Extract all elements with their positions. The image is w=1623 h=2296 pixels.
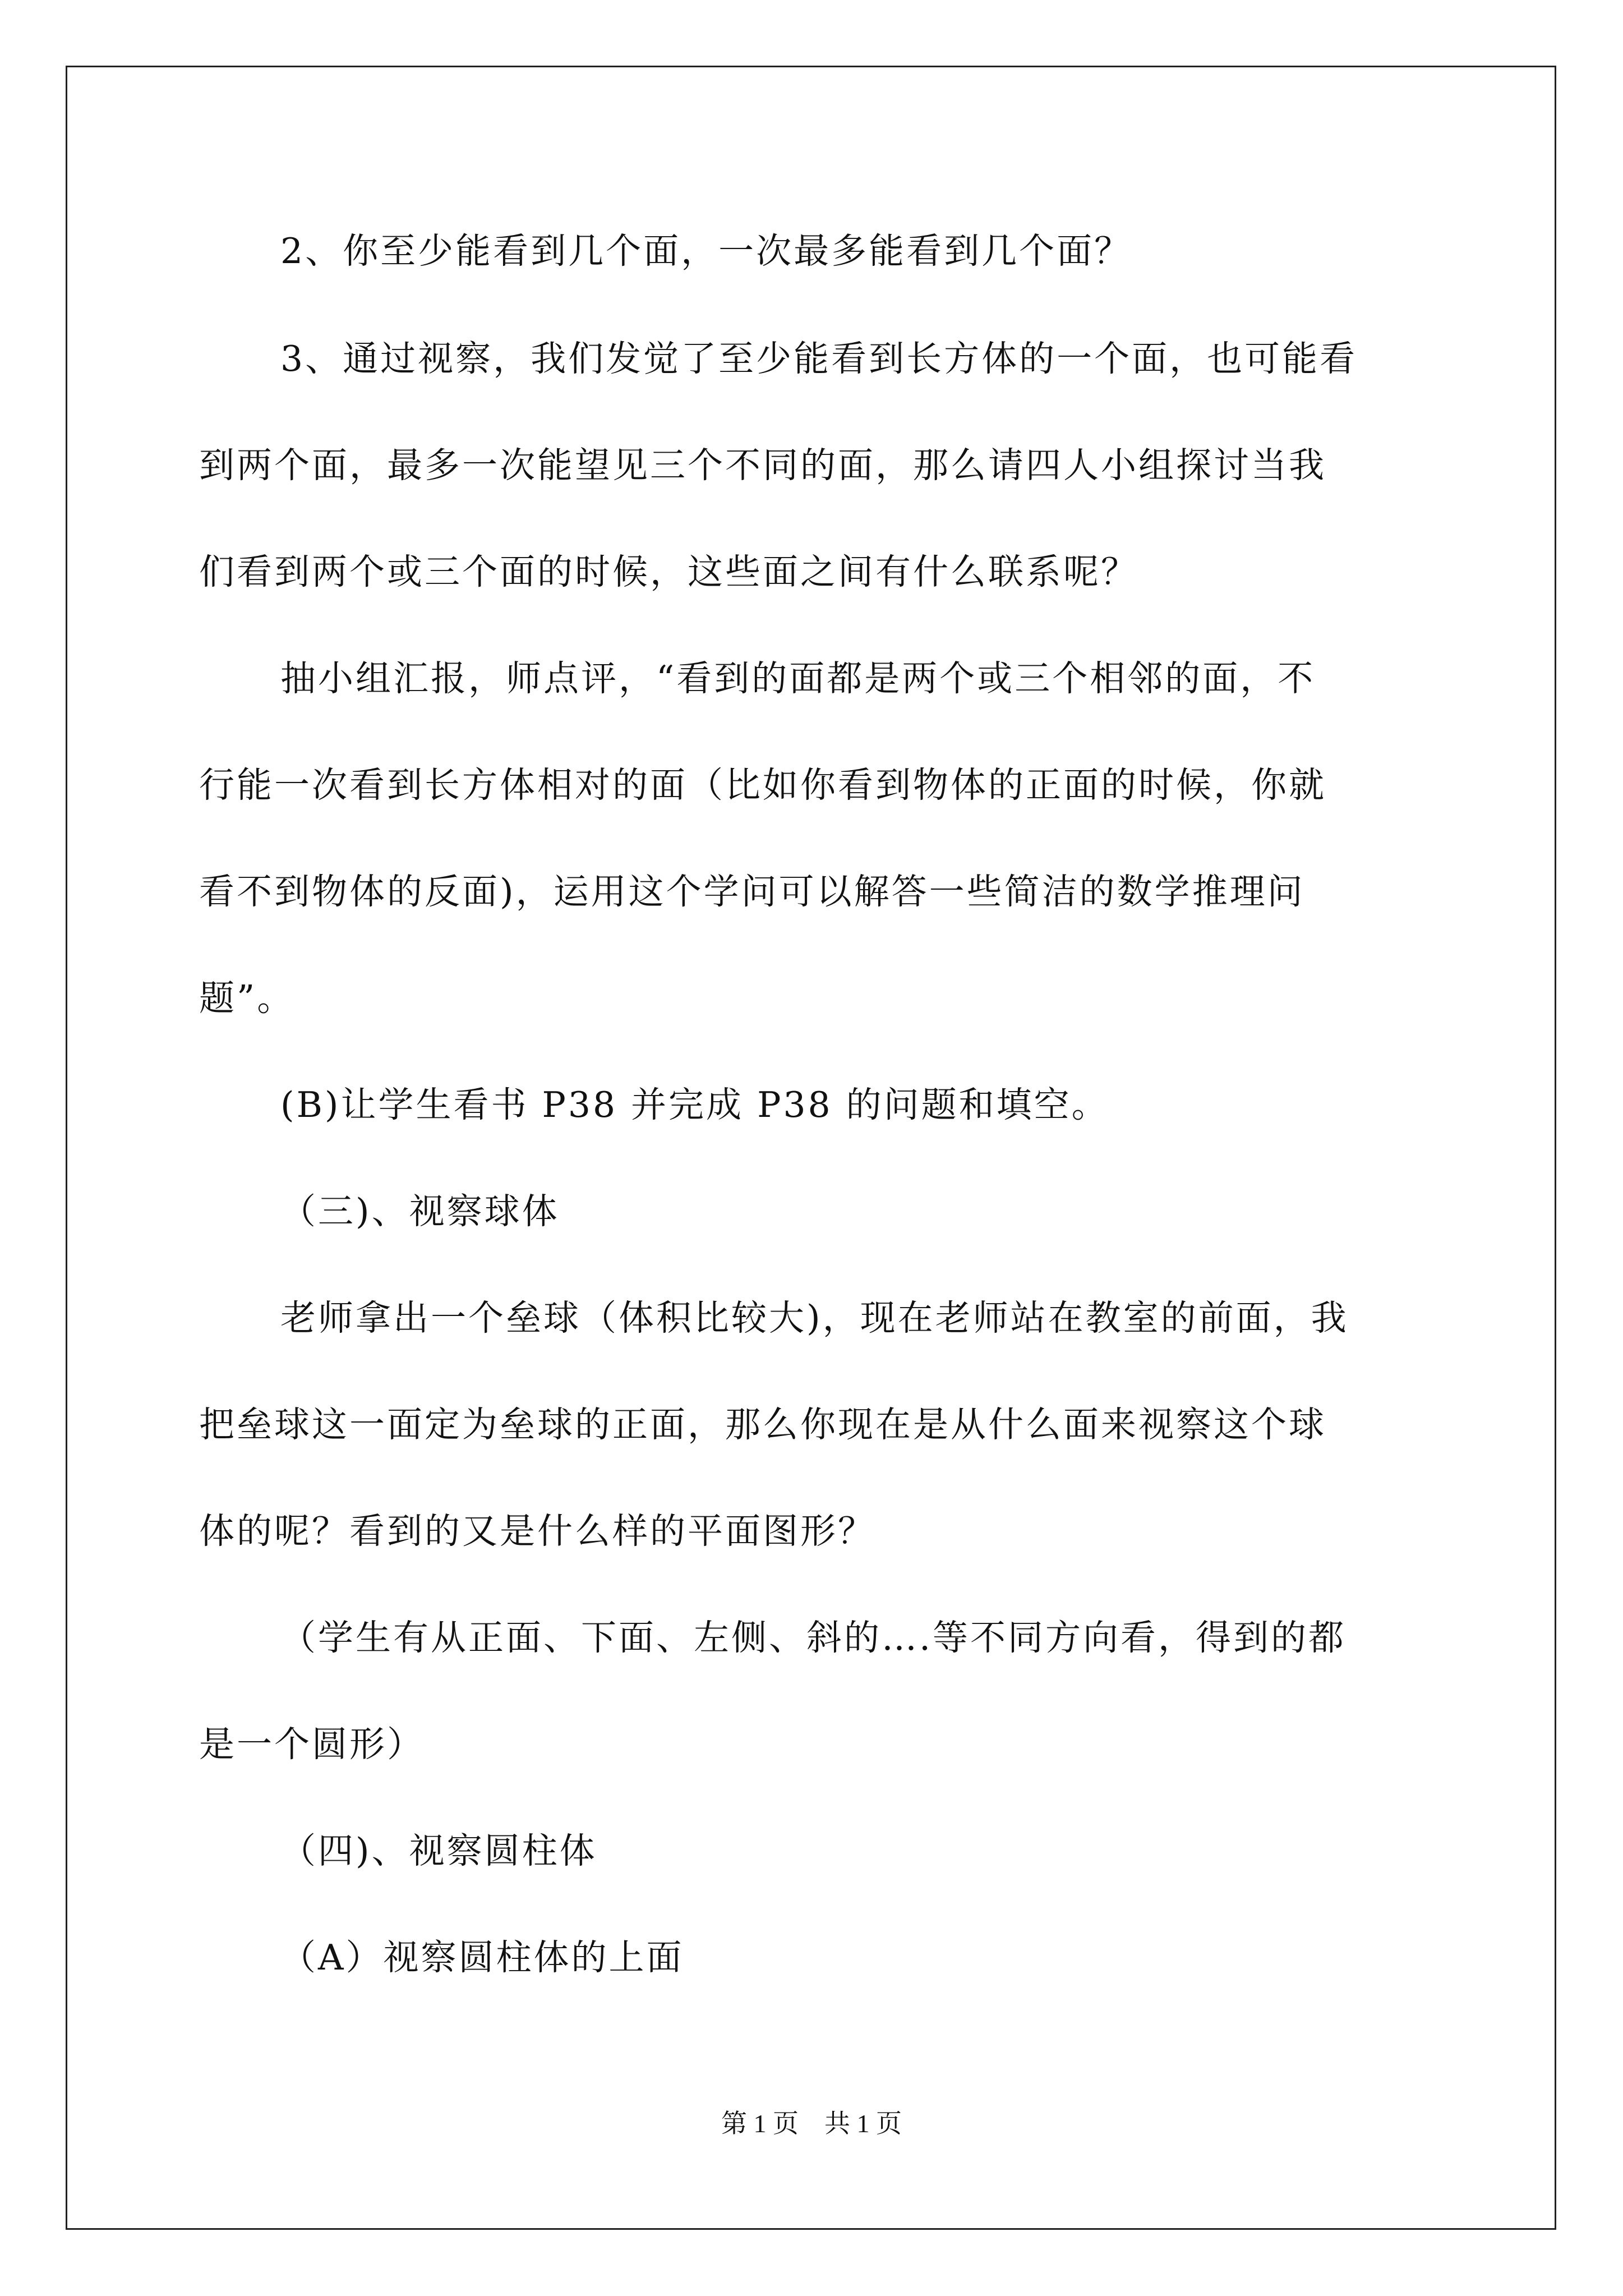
paragraph-line: 是一个圆形） <box>199 1724 425 1765</box>
paragraph-line: 2、你至少能看到几个面，一次最多能看到几个面？ <box>280 231 1132 272</box>
paragraph-line: 看不到物体的反面)，运用这个学问可以解答一些简洁的数学推理问 <box>199 871 1305 912</box>
paragraph-line: （学生有从正面、下面、左侧、斜的….等不同方向看，得到的都 <box>280 1617 1347 1658</box>
paragraph-line: 老师拿出一个垒球（体积比较大)，现在老师站在教室的前面，我 <box>280 1297 1349 1338</box>
section-heading: （三)、视察球体 <box>280 1191 560 1232</box>
paragraph-line: 行能一次看到长方体相对的面（比如你看到物体的正面的时候，你就 <box>199 765 1326 806</box>
paragraph-line: 把垒球这一面定为垒球的正面，那么你现在是从什么面来视察这个球 <box>199 1404 1326 1445</box>
paragraph-line: 到两个面，最多一次能望见三个不同的面，那么请四人小组探讨当我 <box>199 445 1326 486</box>
paragraph-line: 们看到两个或三个面的时候，这些面之间有什么联系呢？ <box>199 551 1138 592</box>
section-heading: （四)、视察圆柱体 <box>280 1830 597 1871</box>
paragraph-line: (B)让学生看书 P38 并完成 P38 的问题和填空。 <box>280 1084 1109 1125</box>
paragraph-line: 抽小组汇报，师点评，“看到的面都是两个或三个相邻的面，不 <box>280 658 1316 699</box>
paragraph-line: 题”。 <box>199 978 295 1019</box>
page-footer: 第 1 页 共 1 页 <box>721 2109 902 2138</box>
paragraph-line: 体的呢？看到的又是什么样的平面图形？ <box>199 1511 875 1552</box>
subsection-heading: （A）视察圆柱体的上面 <box>280 1937 684 1978</box>
page-border <box>66 66 1556 2230</box>
paragraph-line: 3、通过视察，我们发觉了至少能看到长方体的一个面，也可能看 <box>280 338 1358 379</box>
